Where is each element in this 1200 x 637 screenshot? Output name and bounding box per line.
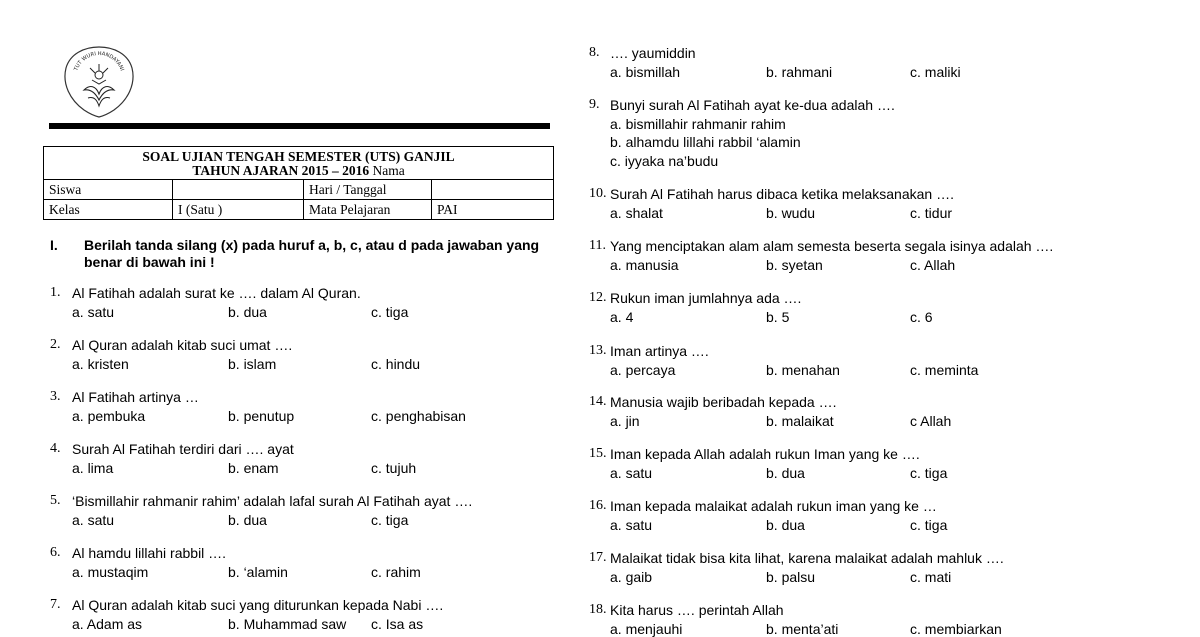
option-c[interactable]: c. tujuh	[371, 460, 417, 476]
question-number: 2.	[50, 337, 61, 352]
exam-title-line-2: TAHUN AJARAN 2015 – 2016 Nama	[192, 163, 405, 178]
option-b[interactable]: b. menta’ati	[766, 621, 839, 637]
question-text: Yang menciptakan alam alam semesta beserta segala isinya adalah ….	[610, 238, 1054, 254]
option-a[interactable]: a. satu	[610, 517, 653, 533]
option-c[interactable]: c. Allah	[910, 257, 956, 273]
question-text: Al Fatihah artinya …	[72, 389, 199, 405]
option-c[interactable]: c Allah	[910, 413, 952, 429]
option-a[interactable]: a. jin	[610, 413, 640, 429]
option-b[interactable]: b. syetan	[766, 257, 823, 273]
option-b[interactable]: b. penutup	[228, 408, 295, 424]
nama-label: Nama	[372, 163, 405, 178]
option-c[interactable]: c. penghabisan	[371, 408, 466, 424]
option-a[interactable]: a. shalat	[610, 205, 663, 221]
option-a[interactable]: a. gaib	[610, 569, 653, 585]
question-number: 8.	[589, 45, 600, 60]
option-c[interactable]: c. tiga	[371, 512, 409, 528]
siswa-label: Siswa	[44, 180, 173, 200]
option-c[interactable]: c. rahim	[371, 564, 421, 580]
question-text: ‘Bismillahir rahmanir rahim’ adalah lafal surah Al Fatihah ayat ….	[72, 493, 473, 509]
option-b[interactable]: b. menahan	[766, 362, 840, 378]
option-b[interactable]: b. ‘alamin	[228, 564, 288, 580]
question-number: 6.	[50, 545, 61, 560]
question-number: 9.	[589, 97, 600, 112]
option-c[interactable]: c. maliki	[910, 64, 961, 80]
option-a[interactable]: a. Adam as	[72, 616, 143, 632]
option-b[interactable]: b. alhamdu lillahi rabbil ‘alamin	[610, 134, 801, 150]
question-text: Rukun iman jumlahnya ada ….	[610, 290, 802, 306]
option-a[interactable]: a. menjauhi	[610, 621, 683, 637]
mata-pelajaran-label: Mata Pelajaran	[304, 200, 432, 220]
question-number: 1.	[50, 285, 61, 300]
question-text: Al hamdu lillahi rabbil ….	[72, 545, 227, 561]
option-b[interactable]: b. malaikat	[766, 413, 834, 429]
mata-pelajaran-value: PAI	[432, 200, 554, 220]
question-number: 18.	[589, 602, 607, 617]
instruction-text: Berilah tanda silang (x) pada huruf a, b, c, atau d pada jawaban yang benar di bawah ini !	[84, 237, 540, 270]
header-rule	[49, 123, 550, 129]
hari-tanggal-value[interactable]	[432, 180, 554, 200]
option-b[interactable]: b. Muhammad saw	[228, 616, 347, 632]
question-text: Surah Al Fatihah terdiri dari …. ayat	[72, 441, 294, 457]
tut-wuri-handayani-logo	[62, 44, 136, 118]
exam-title	[44, 147, 554, 180]
instruction-number: I.	[50, 237, 58, 253]
question-number: 7.	[50, 597, 61, 612]
question-number: 12.	[589, 290, 607, 305]
question-text: Malaikat tidak bisa kita lihat, karena malaikat adalah mahluk ….	[610, 550, 1004, 566]
hari-tanggal-label: Hari / Tanggal	[304, 180, 432, 200]
exam-title-line-1: SOAL UJIAN TENGAH SEMESTER (UTS) GANJIL	[142, 149, 455, 164]
table-row	[44, 180, 554, 200]
option-b[interactable]: b. palsu	[766, 569, 816, 585]
option-c[interactable]: c. Isa as	[371, 616, 424, 632]
option-c[interactable]: c. meminta	[910, 362, 979, 378]
kelas-label: Kelas	[44, 200, 173, 220]
option-a[interactable]: a. bismillahir rahmanir rahim	[610, 116, 786, 132]
instruction	[50, 237, 550, 271]
question-number: 14.	[589, 394, 607, 409]
question-number: 16.	[589, 498, 607, 513]
option-c[interactable]: c. membiarkan	[910, 621, 1002, 637]
siswa-value[interactable]	[173, 180, 304, 200]
option-b[interactable]: b. islam	[228, 356, 277, 372]
question-number: 4.	[50, 441, 61, 456]
option-b[interactable]: b. dua	[228, 304, 267, 320]
exam-header-table	[43, 146, 554, 220]
question-text: Al Quran adalah kitab suci umat ….	[72, 337, 293, 353]
question-number: 5.	[50, 493, 61, 508]
option-a[interactable]: a. kristen	[72, 356, 129, 372]
option-b[interactable]: b. 5	[766, 309, 790, 325]
option-c[interactable]: c. tiga	[910, 517, 948, 533]
question-text: Manusia wajib beribadah kepada ….	[610, 394, 837, 410]
option-a[interactable]: a. lima	[72, 460, 114, 476]
option-b[interactable]: b. wudu	[766, 205, 816, 221]
kelas-value: I (Satu )	[173, 200, 304, 220]
option-b[interactable]: b. rahmani	[766, 64, 833, 80]
question-text: Al Quran adalah kitab suci yang diturunkan kepada Nabi ….	[72, 597, 444, 613]
question-number: 10.	[589, 186, 607, 201]
question-number: 11.	[589, 238, 606, 253]
question-number: 17.	[589, 550, 607, 565]
option-a[interactable]: a. satu	[72, 304, 115, 320]
question-text: Iman artinya ….	[610, 343, 709, 359]
option-c[interactable]: c. hindu	[371, 356, 421, 372]
option-a[interactable]: a. bismillah	[610, 64, 681, 80]
question-number: 3.	[50, 389, 61, 404]
option-a[interactable]: a. satu	[72, 512, 115, 528]
option-c[interactable]: c. tiga	[371, 304, 409, 320]
option-b[interactable]: b. enam	[228, 460, 279, 476]
option-c[interactable]: c. 6	[910, 309, 933, 325]
option-a[interactable]: a. satu	[610, 465, 653, 481]
question-text: Al Fatihah adalah surat ke …. dalam Al Quran.	[72, 285, 361, 301]
question-text: Surah Al Fatihah harus dibaca ketika melaksanakan ….	[610, 186, 954, 202]
option-c[interactable]: c. tidur	[910, 205, 953, 221]
option-a[interactable]: a. 4	[610, 309, 634, 325]
option-a[interactable]: a. pembuka	[72, 408, 146, 424]
option-a[interactable]: a. manusia	[610, 257, 679, 273]
option-b[interactable]: b. dua	[766, 465, 805, 481]
option-c[interactable]: c. iyyaka na’budu	[610, 153, 719, 169]
option-c[interactable]: c. tiga	[910, 465, 948, 481]
question-text: Kita harus …. perintah Allah	[610, 602, 784, 618]
question-number: 15.	[589, 446, 607, 461]
option-b[interactable]: b. dua	[228, 512, 267, 528]
option-a[interactable]: a. percaya	[610, 362, 676, 378]
question-text: Iman kepada malaikat adalah rukun iman yang ke …	[610, 498, 937, 514]
question-number: 13.	[589, 343, 607, 358]
option-a[interactable]: a. mustaqim	[72, 564, 149, 580]
option-b[interactable]: b. dua	[766, 517, 805, 533]
svg-text:TUT WURI HANDAYANI: TUT WURI HANDAYANI	[73, 50, 125, 72]
question-text: …. yaumiddin	[610, 45, 696, 61]
option-c[interactable]: c. mati	[910, 569, 952, 585]
table-row	[44, 200, 554, 220]
question-text: Bunyi surah Al Fatihah ayat ke-dua adalah ….	[610, 97, 895, 113]
question-text: Iman kepada Allah adalah rukun Iman yang ke ….	[610, 446, 920, 462]
